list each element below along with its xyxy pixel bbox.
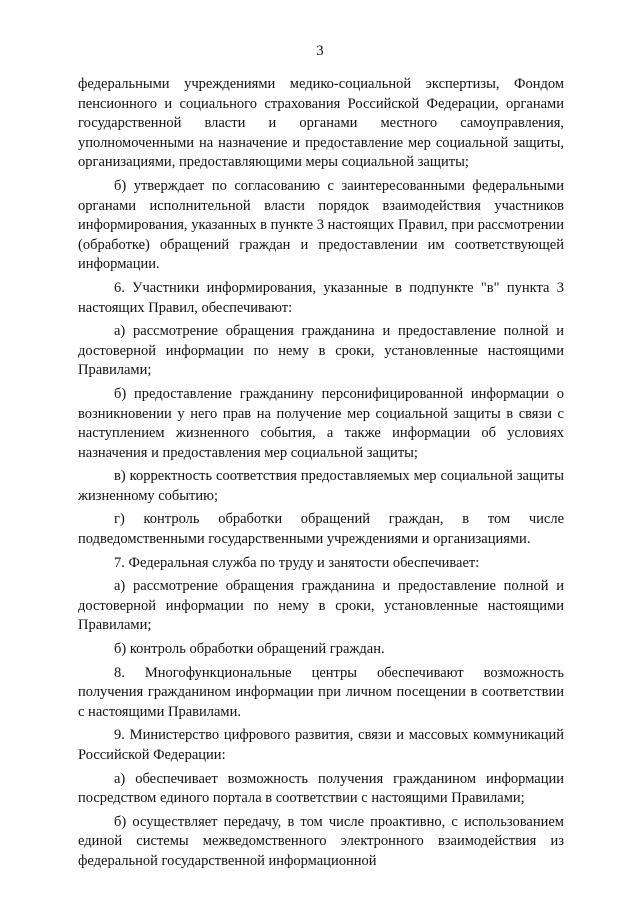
- paragraph-7b: б) контроль обработки обращений граждан.: [114, 641, 385, 658]
- paragraph-5b: б) утверждает по согласованию с заинтересованными федеральными органами исполнительной власти порядок взаимодействия участников информирования, указанных в пункте 3 настоящих Правил, при рассмотрении (обработке) обращений граждан и предоставлении им соответствующей информации.: [78, 177, 564, 273]
- page-number: 3: [316, 43, 324, 59]
- paragraph-6g: г) контроль обработки обращений граждан, в том числе подведомственными государственными учреждениями и организациями.: [78, 511, 564, 548]
- paragraph-9: 9. Министерство цифрового развития, связи и массовых коммуникаций Российской Федерации:: [78, 727, 564, 763]
- paragraph-6b: б) предоставление гражданину персонифицированной информации о возникновении у него прав на получение мер социальной защиты в связи с наступлением жизненного события, а также информации об условиях назначения и предоставления мер социальной защиты;: [78, 385, 564, 461]
- paragraph-6: 6. Участники информирования, указанные в подпункте "в" пункта 3 настоящих Правил, обеспечивают:: [78, 279, 564, 316]
- paragraph-9a: а) обеспечивает возможность получения гражданином информации посредством единого портала в соответствии с настоящими Правилами;: [78, 770, 564, 807]
- paragraph-7a: а) рассмотрение обращения гражданина и предоставление полной и достоверной информации по нему в сроки, установленные настоящими Правилами;: [78, 578, 564, 634]
- document-body: [78, 75, 564, 872]
- paragraph-7: 7. Федеральная служба по труду и занятости обеспечивает:: [114, 554, 480, 571]
- paragraph-6a: а) рассмотрение обращения гражданина и предоставление полной и достоверной информации по нему в сроки, установленные настоящими Правилами;: [78, 323, 564, 379]
- paragraph-6v: в) корректность соответствия предоставляемых мер социальной защиты жизненному событию;: [78, 468, 564, 504]
- paragraph-8: 8. Многофункциональные центры обеспечивают возможность получения гражданином информации при личном посещении в соответствии с настоящими Правилами.: [78, 664, 564, 720]
- paragraph-9b: б) осуществляет передачу, в том числе проактивно, с использованием единой системы межведомственного электронного взаимодействия из федеральной государственной информационной: [78, 813, 564, 869]
- paragraph-continuation: федеральными учреждениями медико-социальной экспертизы, Фондом пенсионного и социального страхования Российской Федерации, органами государственной власти и органами местного самоуправления, уполномоченными на назначение и предоставление мер социальной защиты, организациями, предоставляющими меры социальной защиты;: [78, 76, 564, 171]
